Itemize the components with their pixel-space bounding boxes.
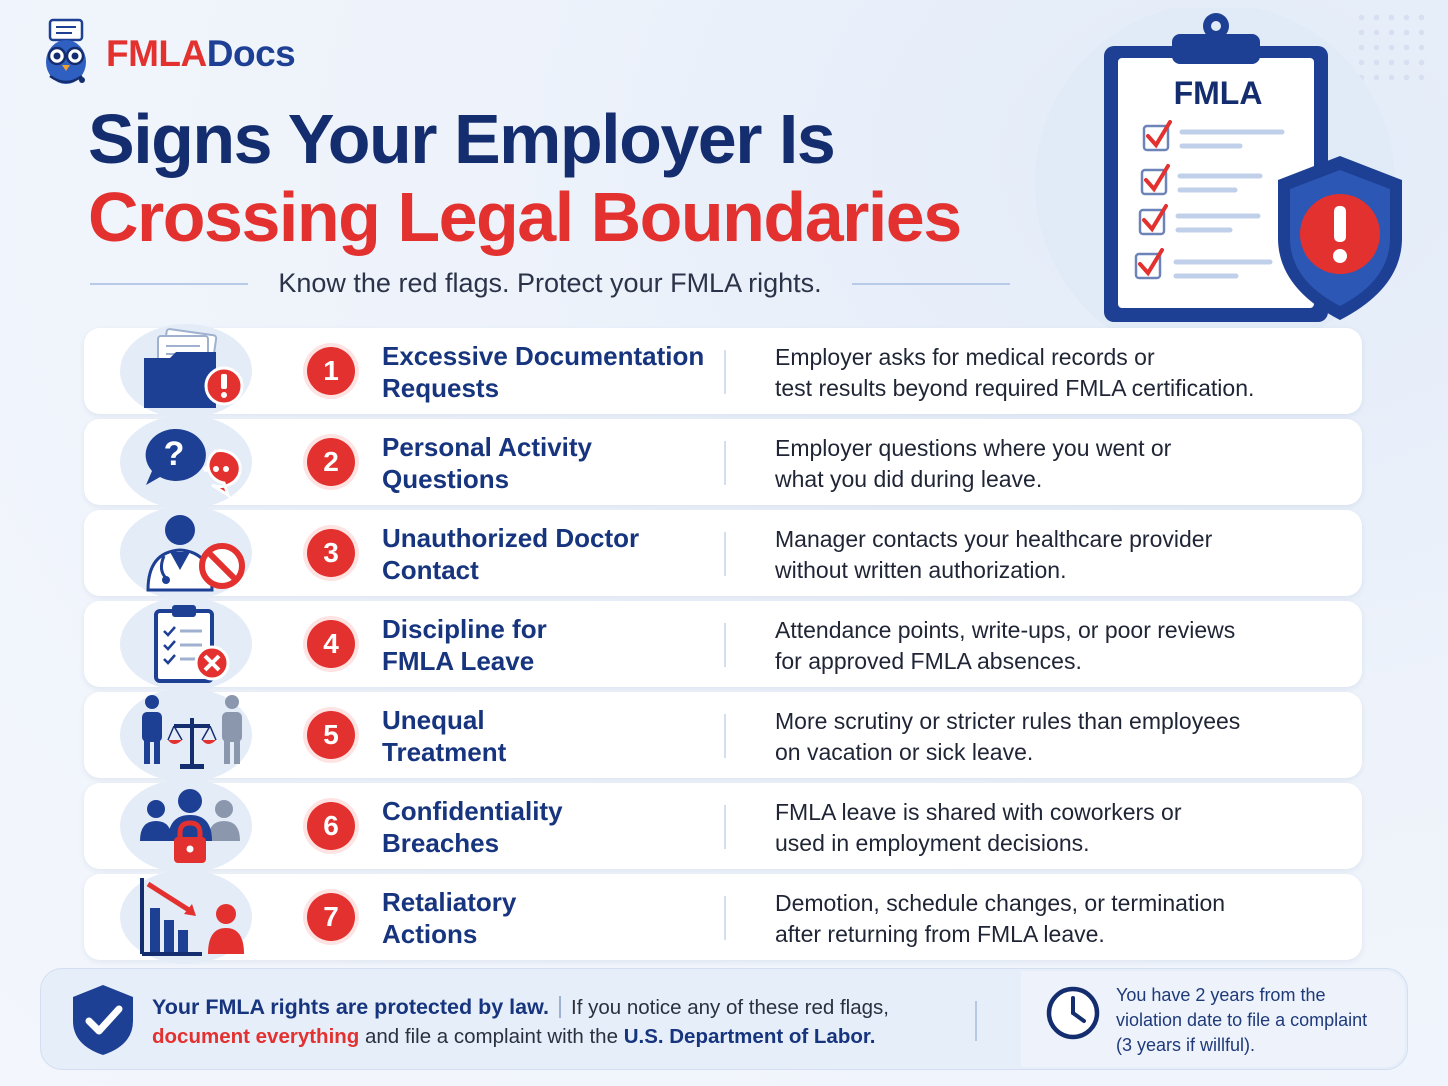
footer-divider (975, 1001, 977, 1041)
sign-title-line2: Breaches (382, 828, 500, 858)
step-number-badge: 2 (307, 438, 355, 486)
sign-description (775, 433, 1335, 495)
clipboard-shield-illustration (1030, 8, 1430, 328)
sign-title-line1: Personal Activity (382, 432, 593, 462)
sign-title-line1: Unauthorized Doctor (382, 523, 640, 553)
sign-title-line2: Questions (382, 464, 510, 494)
list-item[interactable] (84, 601, 1362, 687)
divider-left (90, 283, 248, 285)
footer-separator (559, 996, 561, 1018)
group-lock-icon (136, 783, 248, 869)
footer-agency: U.S. Department of Labor (623, 1025, 870, 1048)
row-divider (724, 714, 726, 758)
row-divider (724, 441, 726, 485)
sign-description (775, 342, 1335, 404)
sign-desc-line2: test results beyond required FMLA certification. (775, 375, 1255, 401)
footer-message (152, 993, 952, 1051)
list-item[interactable] (84, 419, 1362, 505)
note-line1: You have 2 years from the (1116, 985, 1326, 1005)
footer-highlight: document everything (152, 1025, 360, 1048)
title-line1: Signs Your Employer Is (88, 100, 835, 178)
footer-text1: If you notice any of these red flags, (571, 996, 889, 1019)
shield-check-icon (69, 983, 137, 1057)
list-item[interactable] (84, 328, 1362, 414)
sign-title (382, 886, 712, 950)
sign-title-line1: Unequal (382, 705, 485, 735)
sign-desc-line2: without written authorization. (775, 557, 1067, 583)
brand-name-part2: Docs (206, 33, 296, 74)
list-item[interactable] (84, 510, 1362, 596)
step-number-badge: 1 (307, 347, 355, 395)
sign-desc-line1: Manager contacts your healthcare provider (775, 526, 1213, 552)
owl-doctor-icon (40, 18, 92, 90)
page-title (88, 100, 961, 256)
note-line3: (3 years if willful). (1116, 1035, 1256, 1055)
svg-text:?: ? (163, 435, 185, 473)
footer-banner (40, 968, 1408, 1070)
step-number-badge: 7 (307, 893, 355, 941)
sign-description (775, 524, 1335, 586)
row-divider (724, 532, 726, 576)
sign-description (775, 888, 1335, 950)
sign-title (382, 340, 712, 404)
step-number-badge: 6 (307, 802, 355, 850)
sign-description (775, 797, 1335, 859)
sign-desc-line2: after returning from FMLA leave. (775, 921, 1105, 947)
row-divider (724, 896, 726, 940)
sign-desc-line1: FMLA leave is shared with coworkers or (775, 799, 1182, 825)
sign-title-line2: Treatment (382, 737, 507, 767)
clock-icon (1045, 985, 1101, 1041)
sign-title-line2: FMLA Leave (382, 646, 535, 676)
brand-logo[interactable] (40, 18, 295, 90)
deadline-note (1116, 983, 1401, 1058)
signs-list (84, 328, 1362, 965)
footer-text2: and file a complaint with the (359, 1025, 624, 1048)
declining-chart-person-icon (136, 874, 248, 960)
divider-right (852, 283, 1010, 285)
brand-name-part1: FMLA (106, 33, 207, 74)
sign-description (775, 706, 1335, 768)
sign-desc-line2: on vacation or sick leave. (775, 739, 1034, 765)
sign-title-line2: Actions (382, 919, 478, 949)
subtitle: Know the red flags. Protect your FMLA rights. (278, 268, 822, 298)
subtitle-row (90, 268, 1010, 299)
sign-desc-line2: for approved FMLA absences. (775, 648, 1082, 674)
question-chat-icon (136, 419, 248, 505)
sign-desc-line1: Employer questions where you went or (775, 435, 1172, 461)
row-divider (724, 350, 726, 394)
sign-title (382, 795, 712, 859)
list-item[interactable] (84, 874, 1362, 960)
sign-desc-line1: More scrutiny or stricter rules than employees (775, 708, 1241, 734)
sign-title (382, 704, 712, 768)
scales-people-icon (136, 692, 248, 778)
sign-title-line1: Retaliatory (382, 887, 517, 917)
title-line2: Crossing Legal Boundaries (88, 178, 961, 256)
step-number-badge: 4 (307, 620, 355, 668)
sign-desc-line2: used in employment decisions. (775, 830, 1090, 856)
sign-title-line2: Contact (382, 555, 479, 585)
step-number-badge: 3 (307, 529, 355, 577)
step-number-badge: 5 (307, 711, 355, 759)
sign-desc-line1: Attendance points, write-ups, or poor reviews (775, 617, 1236, 643)
sign-title (382, 613, 712, 677)
folder-alert-icon (136, 328, 248, 414)
sign-title (382, 431, 712, 495)
sign-title-line1: Discipline for (382, 614, 547, 644)
sign-desc-line2: what you did during leave. (775, 466, 1043, 492)
sign-title-line1: Confidentiality (382, 796, 563, 826)
sign-desc-line1: Demotion, schedule changes, or termination (775, 890, 1226, 916)
sign-desc-line1: Employer asks for medical records or (775, 344, 1155, 370)
footer-strong: Your FMLA rights are protected by law. (152, 995, 550, 1019)
sign-title-line2: Requests (382, 373, 500, 403)
note-line2: violation date to file a complaint (1116, 1010, 1368, 1030)
footer-period: . (869, 1025, 876, 1048)
clipboard-label: FMLA (1173, 75, 1263, 111)
list-item[interactable] (84, 692, 1362, 778)
sign-title (382, 522, 712, 586)
row-divider (724, 623, 726, 667)
list-item[interactable] (84, 783, 1362, 869)
sign-title-line1: Excessive Documentation (382, 341, 705, 371)
row-divider (724, 805, 726, 849)
doctor-prohibited-icon (136, 510, 248, 596)
clipboard-reject-icon (136, 601, 248, 687)
sign-description (775, 615, 1335, 677)
